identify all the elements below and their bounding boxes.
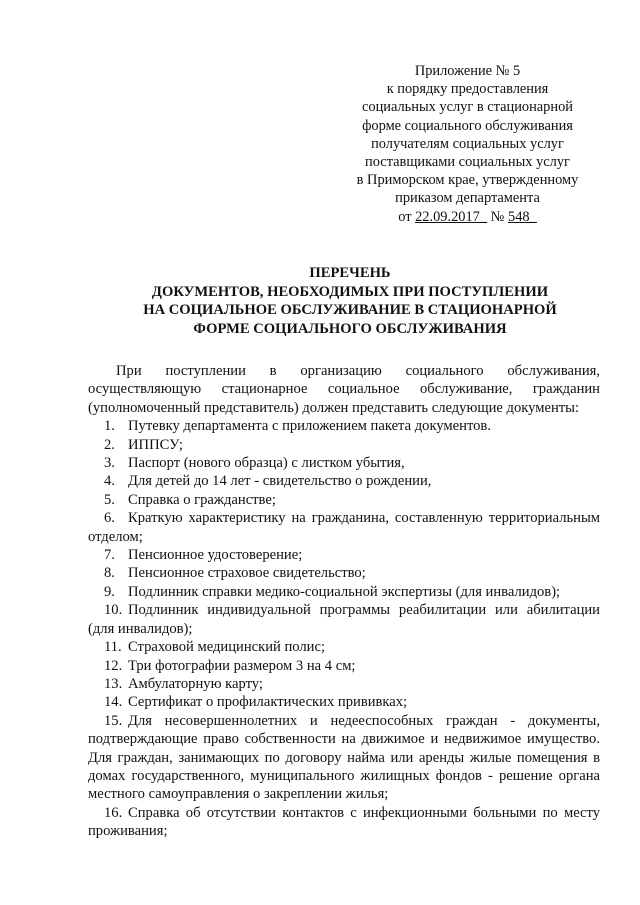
document-body	[88, 362, 600, 841]
title-line: НА СОЦИАЛЬНОЕ ОБСЛУЖИВАНИЕ В СТАЦИОНАРНОЙ	[143, 302, 557, 319]
item-text: ИППСУ;	[128, 436, 183, 453]
list-item	[88, 583, 600, 601]
title-line: ПЕРЕЧЕНЬ	[309, 265, 391, 281]
intro-paragraph: При поступлении в организацию социального обслуживания, осуществляющую стационарное социальное обслуживание, гражданин (уполномоченный представитель) должен представить следующие документы:	[88, 363, 600, 416]
list-item	[88, 693, 600, 711]
title-line: ФОРМЕ СОЦИАЛЬНОГО ОБСЛУЖИВАНИЯ	[193, 320, 507, 337]
list-item	[88, 454, 600, 472]
list-item	[88, 509, 600, 546]
list-item	[88, 491, 600, 509]
title-line: ДОКУМЕНТОВ, НЕОБХОДИМЫХ ПРИ ПОСТУПЛЕНИИ	[151, 283, 549, 300]
list-item	[88, 417, 600, 435]
item-number: 5.	[104, 491, 115, 508]
item-text: Страховой медицинский полис;	[128, 639, 326, 656]
appendix-line: к порядку предоставления	[386, 81, 549, 98]
item-text: Пенсионное удостоверение;	[128, 547, 303, 564]
item-text: Сертификат о профилактических прививках;	[128, 694, 408, 711]
order-date: 22.09.2017_	[415, 208, 488, 225]
item-text: Подлинник индивидуальной программы реабилитации или абилитации (для инвалидов);	[88, 602, 600, 637]
appendix-line: форме социального обслуживания	[362, 117, 573, 134]
item-number: 15.	[104, 712, 123, 729]
item-text: Краткую характеристику на гражданина, составленную территориальным отделом;	[88, 510, 600, 545]
item-text: Амбулаторную карту;	[128, 675, 263, 692]
item-number: 1.	[104, 418, 115, 435]
list-item	[88, 564, 600, 582]
item-text: Путевку департамента с приложением пакета документов.	[128, 418, 491, 435]
appendix-header	[300, 62, 635, 226]
appendix-line: социальных услуг в стационарной	[362, 99, 573, 116]
list-item	[88, 804, 600, 841]
order-reference	[300, 208, 635, 226]
item-text: Справка о гражданстве;	[128, 491, 276, 508]
item-text: Паспорт (нового образца) с листком убытия,	[128, 455, 405, 472]
item-text: Для детей до 14 лет - свидетельство о рождении,	[128, 473, 432, 490]
list-item	[88, 657, 600, 675]
appendix-line: в Приморском крае, утвержденному	[356, 172, 579, 189]
item-number: 3.	[104, 455, 115, 472]
list-item	[88, 675, 600, 693]
list-item	[88, 472, 600, 490]
item-number: 13.	[104, 675, 123, 692]
item-text: Для несовершеннолетних и недееспособных граждан - документы, подтверждающие право собственности на движимое и недвижимое имущество. Для граждан, занимающих по договору найма или аренды жилые помещения в домах государственного, муниципального жилищных фондов - решение органа местного самоуправления о закреплении жилья;	[88, 712, 600, 803]
item-number: 12.	[104, 657, 123, 674]
item-text: Три фотографии размером 3 на 4 см;	[128, 657, 356, 674]
item-number: 14.	[104, 694, 123, 711]
order-number: 548_	[508, 208, 537, 225]
item-number: 8.	[104, 565, 115, 582]
list-item	[88, 712, 600, 804]
list-item	[88, 436, 600, 454]
item-number: 10.	[104, 602, 123, 619]
item-number: 7.	[104, 547, 115, 564]
list-item	[88, 601, 600, 638]
list-item	[88, 638, 600, 656]
list-item	[88, 546, 600, 564]
item-number: 16.	[104, 804, 123, 821]
item-number: 6.	[104, 510, 115, 527]
item-number: 11.	[104, 639, 122, 656]
item-number: 9.	[104, 583, 115, 600]
order-prefix: от	[398, 208, 416, 225]
appendix-line: приказом департамента	[395, 190, 540, 207]
item-number: 2.	[104, 436, 115, 453]
order-number-prefix: №	[487, 208, 508, 225]
item-number: 4.	[104, 473, 115, 490]
item-text: Подлинник справки медико-социальной экспертизы (для инвалидов);	[128, 583, 561, 600]
document-title	[90, 264, 610, 338]
appendix-line: получателям социальных услуг	[371, 135, 564, 152]
appendix-line: поставщиками социальных услуг	[365, 154, 570, 171]
item-text: Справка об отсутствии контактов с инфекционными больными по месту проживания;	[88, 804, 600, 840]
appendix-line: Приложение № 5	[414, 63, 521, 79]
item-text: Пенсионное страховое свидетельство;	[128, 565, 366, 582]
